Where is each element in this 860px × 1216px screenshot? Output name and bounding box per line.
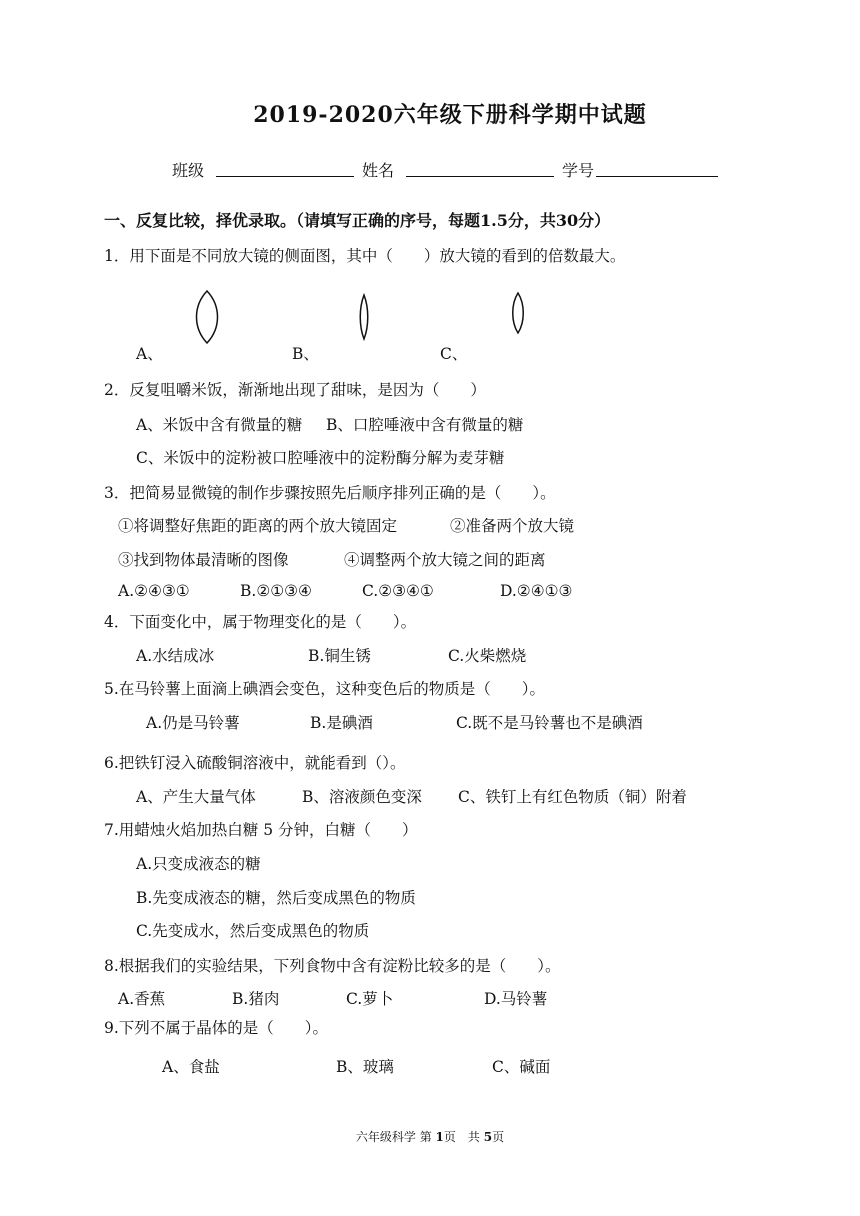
- footer-suffix: 页: [492, 1130, 505, 1144]
- id-blank[interactable]: [596, 176, 718, 177]
- question-7: 7.用蜡烛火焰加热白糖 5 分钟，白糖（ ）: [104, 821, 418, 839]
- question-8: 8.根据我们的实验结果，下列食物中含有淀粉比较多的是（ ）。: [104, 957, 561, 975]
- q5-option-a: A.仍是马铃薯: [146, 714, 240, 732]
- q7-option-c: C.先变成水，然后变成黑色的物质: [136, 922, 370, 940]
- q8-option-b: B.猪肉: [232, 990, 280, 1008]
- q9-option-a: A、食盐: [162, 1058, 220, 1076]
- question-2: 2．反复咀嚼米饭，渐渐地出现了甜味，是因为（ ）: [104, 381, 486, 399]
- q4-option-b: B.铜生锈: [308, 647, 371, 665]
- footer-prefix: 六年级科学 第: [355, 1130, 432, 1144]
- q8-option-a: A.香蕉: [118, 990, 166, 1008]
- q2-option-c: C、米饭中的淀粉被口腔唾液中的淀粉酶分解为麦芽糖: [136, 449, 505, 467]
- q3-step-3: ③找到物体最清晰的图像: [118, 551, 289, 569]
- question-9: 9.下列不属于晶体的是（ ）。: [104, 1019, 329, 1037]
- q1-option-a: A、: [136, 345, 163, 363]
- q4-option-a: A.水结成冰: [136, 647, 215, 665]
- section-heading: 一、反复比较，择优录取。（请填写正确的序号，每题1.5分，共30分）: [104, 211, 611, 230]
- page-title: 2019-2020六年级下册科学期中试题: [253, 102, 647, 128]
- q4-option-c: C.火柴燃烧: [448, 647, 527, 665]
- question-4: 4．下面变化中，属于物理变化的是（ ）。: [104, 613, 417, 631]
- name-blank[interactable]: [406, 176, 554, 177]
- footer-page-number: 1: [435, 1130, 444, 1144]
- q7-option-b: B.先变成液态的糖，然后变成黑色的物质: [136, 889, 416, 907]
- id-label: 学号: [562, 161, 595, 180]
- q7-option-a: A.只变成液态的糖: [136, 855, 261, 873]
- footer-mid: 页 共: [443, 1130, 480, 1144]
- q2-option-b: B、口腔唾液中含有微量的糖: [326, 416, 524, 434]
- page-footer: [0, 1128, 860, 1145]
- question-5: 5.在马铃薯上面滴上碘酒会变色，这种变色后的物质是（ ）。: [104, 680, 546, 698]
- q3-option-b: B.②①③④: [240, 582, 312, 600]
- class-blank[interactable]: [216, 176, 354, 177]
- lens-a-diagram: [192, 290, 222, 344]
- question-1: 1．用下面是不同放大镜的侧面图，其中（ ）放大镜的看到的倍数最大。: [104, 247, 626, 265]
- q9-option-c: C、碱面: [492, 1058, 551, 1076]
- q5-option-b: B.是碘酒: [310, 714, 373, 732]
- q6-option-c: C、铁钉上有红色物质（铜）附着: [458, 788, 687, 806]
- q8-option-d: D.马铃薯: [484, 990, 548, 1008]
- q9-option-b: B、玻璃: [336, 1058, 394, 1076]
- q3-option-d: D.②④①③: [500, 582, 573, 600]
- q6-option-b: B、溶液颜色变深: [302, 788, 422, 806]
- q3-step-2: ②准备两个放大镜: [450, 517, 575, 535]
- lens-b-diagram: [357, 294, 371, 340]
- footer-total-pages: 5: [483, 1130, 493, 1144]
- q3-step-4: ④调整两个放大镜之间的距离: [344, 551, 546, 569]
- question-3: 3．把简易显微镜的制作步骤按照先后顺序排列正确的是（ ）。: [104, 484, 556, 502]
- q3-option-c: C.②③④①: [362, 582, 434, 600]
- name-label: 姓名: [362, 161, 395, 180]
- q3-step-1: ①将调整好焦距的距离的两个放大镜固定: [118, 517, 398, 535]
- q1-option-b: B、: [292, 345, 319, 363]
- class-label: 班级: [172, 161, 205, 180]
- q6-option-a: A、产生大量气体: [136, 788, 256, 806]
- lens-c-diagram: [509, 292, 527, 334]
- q2-option-a: A、米饭中含有微量的糖: [136, 416, 303, 434]
- q1-option-c: C、: [440, 345, 468, 363]
- question-6: 6.把铁钉浸入硫酸铜溶液中，就能看到（）。: [104, 754, 406, 772]
- q5-option-c: C.既不是马铃薯也不是碘酒: [456, 714, 643, 732]
- q3-option-a: A.②④③①: [118, 582, 190, 600]
- q8-option-c: C.萝卜: [346, 990, 394, 1008]
